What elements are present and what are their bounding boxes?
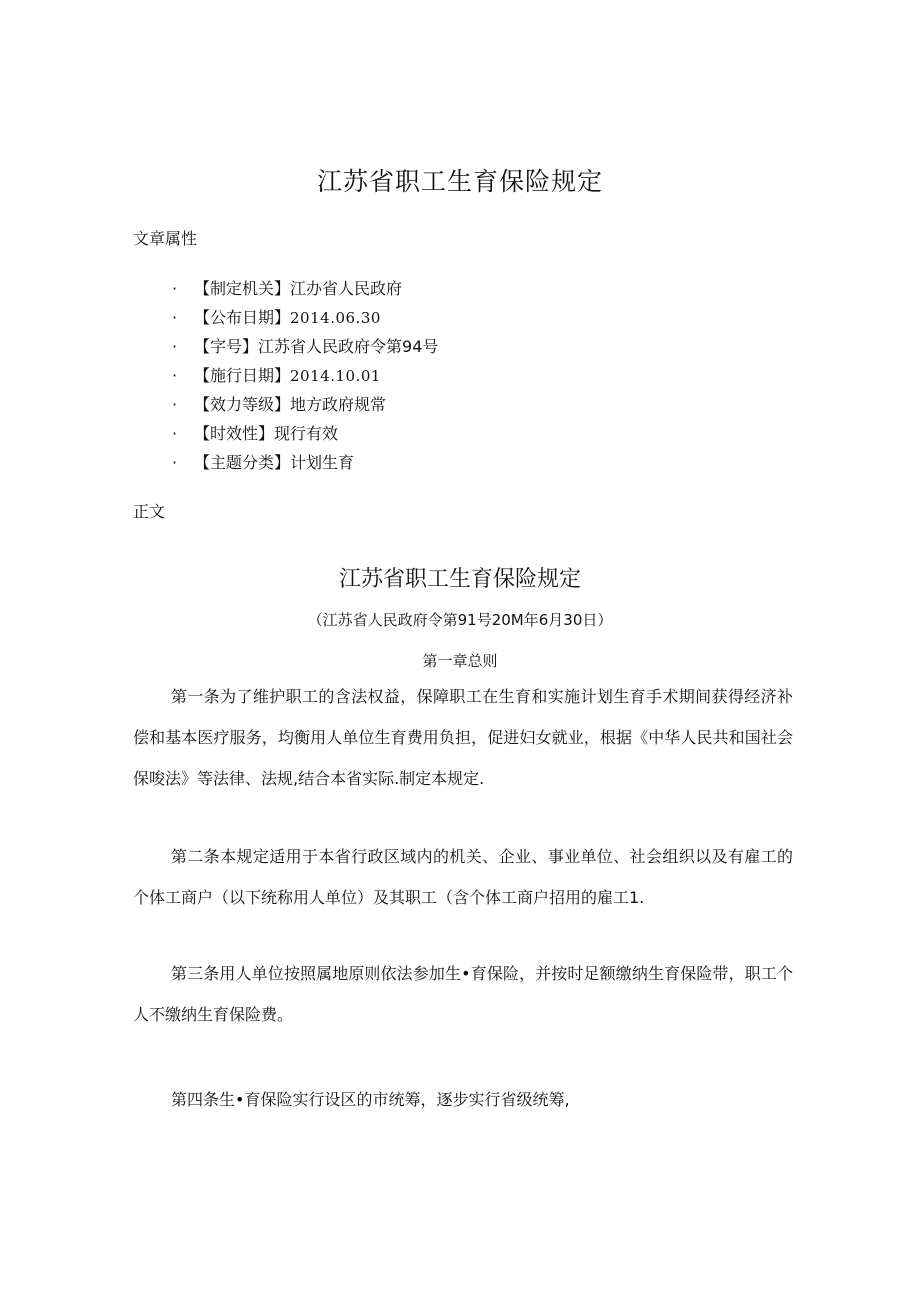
- chapter-heading: 第一章总则: [422, 652, 498, 670]
- bullet-icon: ·: [172, 453, 178, 472]
- attribute-value: 江苏省人民政府令第94号: [258, 337, 439, 356]
- bullet-icon: ·: [172, 337, 178, 356]
- bullet-icon: ·: [172, 395, 178, 414]
- attribute-key: 【效力等级】: [194, 395, 291, 414]
- attribute-value: 2014.10.01: [290, 367, 381, 385]
- bullet-icon: ·: [172, 366, 178, 385]
- attribute-value: 江办省人民政府: [290, 279, 403, 298]
- attributes-label: 文章属性: [133, 229, 198, 248]
- attribute-value: 现行有效: [274, 424, 339, 443]
- article-3: 第三条用人单位按照属地原则依法参加生•育保险，并按时足额缴纳生育保险带，职工个人不缴纳生育保险费。: [133, 964, 793, 1024]
- attribute-item: [172, 422, 438, 451]
- attribute-key: 【制定机关】: [194, 279, 291, 298]
- attribute-key: 【时效性】: [194, 424, 275, 443]
- article-1: 第一条为了维护职工的含法权益，保障职工在生育和实施计划生育手术期间获得经济补偿和基本医疗服务，均衡用人单位生育费用负担，促进妇女就业，根据《中华人民共和国社会保唆法》等法律、法规,结合本省实际.制定本规定.: [133, 687, 793, 788]
- bullet-icon: ·: [172, 308, 178, 327]
- attribute-key: 【主题分类】: [194, 453, 291, 472]
- attribute-item: [172, 393, 438, 422]
- attribute-item: [172, 277, 438, 306]
- article-4: 第四条生•育保险实行设区的市统筹，逐步实行省级统筹,: [171, 1090, 570, 1109]
- document-subtitle: （江苏省人民政府令第91号20M年6月30日）: [307, 611, 613, 629]
- attribute-key: 【施行日期】: [194, 366, 291, 385]
- attribute-value: 2014.06.30: [290, 309, 381, 327]
- attribute-key: 【公布日期】: [194, 308, 291, 327]
- attribute-key: 【字号】: [194, 337, 259, 356]
- page-title: 江苏省职工生育保险规定: [316, 167, 603, 196]
- document-title: 江苏省职工生育保险规定: [338, 567, 581, 592]
- attribute-item: [172, 306, 438, 335]
- body-label: 正文: [133, 502, 166, 521]
- article-2: 第二条本规定适用于本省行政区域内的机关、企业、事业单位、社会组织以及有雇工的个体工商户（以下统称用人单位）及其职工（含个体工商户招用的雇工1.: [133, 847, 793, 907]
- attributes-list: [172, 277, 438, 480]
- attribute-item: [172, 364, 438, 393]
- attribute-value: 计划生育: [290, 453, 355, 472]
- attribute-value: 地方政府规常: [290, 395, 387, 414]
- bullet-icon: ·: [172, 424, 178, 443]
- bullet-icon: ·: [172, 279, 178, 298]
- attribute-item: [172, 451, 438, 480]
- attribute-item: [172, 335, 438, 364]
